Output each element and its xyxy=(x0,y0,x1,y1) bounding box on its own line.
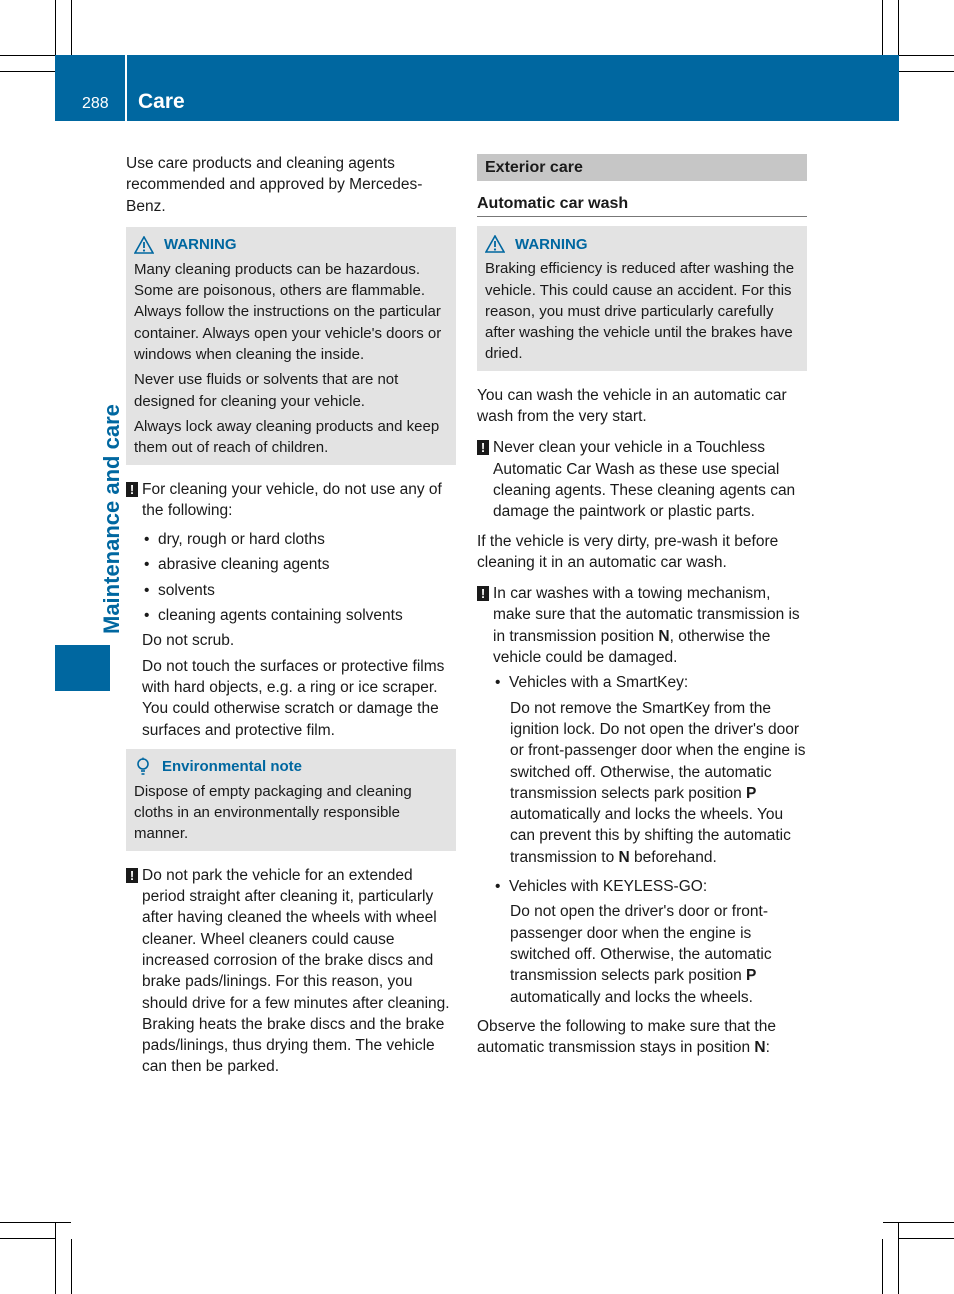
list-item: • dry, rough or hard cloths xyxy=(142,529,456,550)
exclamation-icon: ! xyxy=(126,482,138,497)
left-column xyxy=(126,153,456,1086)
crop-mark xyxy=(55,1223,56,1294)
bullet-list xyxy=(142,529,456,626)
subsection-heading: Automatic car wash xyxy=(477,193,807,217)
gear-position: N xyxy=(754,1039,766,1057)
list-item: • Vehicles with a SmartKey: xyxy=(493,672,807,693)
crop-mark xyxy=(0,1238,55,1239)
list-item: • solvents xyxy=(142,580,456,601)
gear-position: P xyxy=(746,967,757,985)
environmental-note-text: Dispose of empty packaging and cleaning cloths in an environmentally responsible manner. xyxy=(134,782,412,843)
side-tab-marker xyxy=(55,645,110,691)
body-paragraph: If the vehicle is very dirty, pre-wash it before cleaning it in an automatic car wash. xyxy=(477,532,779,571)
list-item: • Vehicles with KEYLESS-GO: xyxy=(493,876,807,897)
crop-mark xyxy=(883,1222,954,1223)
gear-position: P xyxy=(746,784,757,802)
notice-text-part: In car washes with a towing mechanism, make sure that the automatic transmission is in transmission position xyxy=(493,585,800,645)
exclamation-icon: ! xyxy=(126,868,138,883)
notice-followup: Do not touch the surfaces or protective films with hard objects, e.g. a ring or ice scraper. You could otherwise scratch or damage the surfaces and protective film. xyxy=(142,657,445,739)
crop-mark xyxy=(0,55,55,56)
bullet-detail xyxy=(493,698,807,868)
lightbulb-icon xyxy=(134,757,152,777)
crop-mark xyxy=(71,0,72,55)
warning-paragraph: Many cleaning products can be hazardous. Some are poisonous, others are flammable. Always follow the instructions on the particular container. Always open your vehicle's doors or windows when cleaning the inside. xyxy=(134,260,442,364)
warning-triangle-icon xyxy=(485,235,505,253)
warning-box xyxy=(126,227,456,465)
environmental-note-box xyxy=(126,749,456,851)
warning-paragraph: Always lock away cleaning products and keep them out of reach of children. xyxy=(134,417,440,457)
detail-text-part: Do not remove the SmartKey from the ignition lock. Do not open the driver's door or front-passenger door when the engine is switched off. Otherwise, the automatic transmission selects park position xyxy=(510,699,806,802)
page-title: Care xyxy=(138,90,185,113)
notice-block xyxy=(126,479,456,522)
gear-position: N xyxy=(618,848,630,866)
notice-followup: Do not scrub. xyxy=(142,632,235,650)
notice-block xyxy=(126,865,456,1078)
header-separator xyxy=(125,55,127,121)
warning-heading xyxy=(485,230,799,258)
detail-text-part: Do not open the driver's door or front-passenger door when the engine is switched off. Otherwise, the automatic transmission selects park position xyxy=(510,903,772,985)
list-item: • abrasive cleaning agents xyxy=(142,554,456,575)
notice-text xyxy=(493,583,807,668)
detail-text-part: beforehand. xyxy=(629,848,717,866)
notice-text: Never clean your vehicle in a Touchless Automatic Car Wash as these use special cleaning agents. These cleaning agents can damage the paintwork or plastic parts. xyxy=(493,439,796,521)
page-number: 288 xyxy=(82,95,109,112)
warning-paragraph: Braking efficiency is reduced after washing the vehicle. This could cause an accident. For this reason, you must drive particularly carefully after washing the vehicle until the brakes have dried. xyxy=(485,260,795,363)
side-tab-label: Maintenance and care xyxy=(99,404,124,634)
warning-triangle-icon xyxy=(134,236,154,254)
list-item: • cleaning agents containing solvents xyxy=(142,605,456,626)
detail-text-part: automatically and locks the wheels. xyxy=(510,988,753,1006)
intro-text: Use care products and cleaning agents recommended and approved by Mercedes-Benz. xyxy=(126,155,423,215)
paragraph-text-part: : xyxy=(765,1039,770,1057)
crop-mark xyxy=(0,1222,71,1223)
right-column xyxy=(477,154,807,1058)
body-paragraph xyxy=(477,1016,807,1059)
warning-title: WARNING xyxy=(164,236,237,254)
notice-text: For cleaning your vehicle, do not use any of the following: xyxy=(142,480,442,519)
body-paragraph: You can wash the vehicle in an automatic car wash from the very start. xyxy=(477,386,787,426)
bullet-list xyxy=(493,876,807,897)
crop-mark xyxy=(882,1239,883,1294)
detail-text-part: automatically and locks the wheels. You can prevent this by shifting the automatic transmission to xyxy=(510,806,791,866)
crop-mark xyxy=(71,1239,72,1294)
environmental-note-title: Environmental note xyxy=(162,758,303,776)
crop-mark xyxy=(898,1223,899,1294)
environmental-note-heading xyxy=(134,753,448,781)
warning-paragraph: Never use fluids or solvents that are not designed for cleaning your vehicle. xyxy=(134,371,399,410)
warning-heading xyxy=(134,231,448,259)
gear-position: N xyxy=(658,627,670,645)
notice-text: Do not park the vehicle for an extended period straight after cleaning it, particularly after having cleaned the wheels with wheel cleaner. Wheel cleaners could cause increased corrosion of the brake discs and brake pads/linings. For this reason, you should drive for a few minutes after cleaning. Braking heats the brake discs and the brake pads/linings, thus drying them. The vehicle can then be parked. xyxy=(142,866,450,1076)
bullet-list xyxy=(493,672,807,693)
notice-block xyxy=(477,583,807,668)
notice-block xyxy=(477,437,807,522)
bullet-detail xyxy=(493,901,807,1007)
exclamation-icon: ! xyxy=(477,440,489,455)
warning-title: WARNING xyxy=(515,235,588,253)
exclamation-icon: ! xyxy=(477,586,489,601)
section-heading: Exterior care xyxy=(477,154,807,181)
warning-box xyxy=(477,226,807,370)
crop-mark xyxy=(899,55,954,56)
notice-text-part: , otherwise the vehicle could be damaged. xyxy=(493,627,771,667)
crop-mark xyxy=(899,1238,954,1239)
paragraph-text-part: Observe the following to make sure that the automatic transmission stays in position xyxy=(477,1017,776,1057)
crop-mark xyxy=(882,0,883,55)
